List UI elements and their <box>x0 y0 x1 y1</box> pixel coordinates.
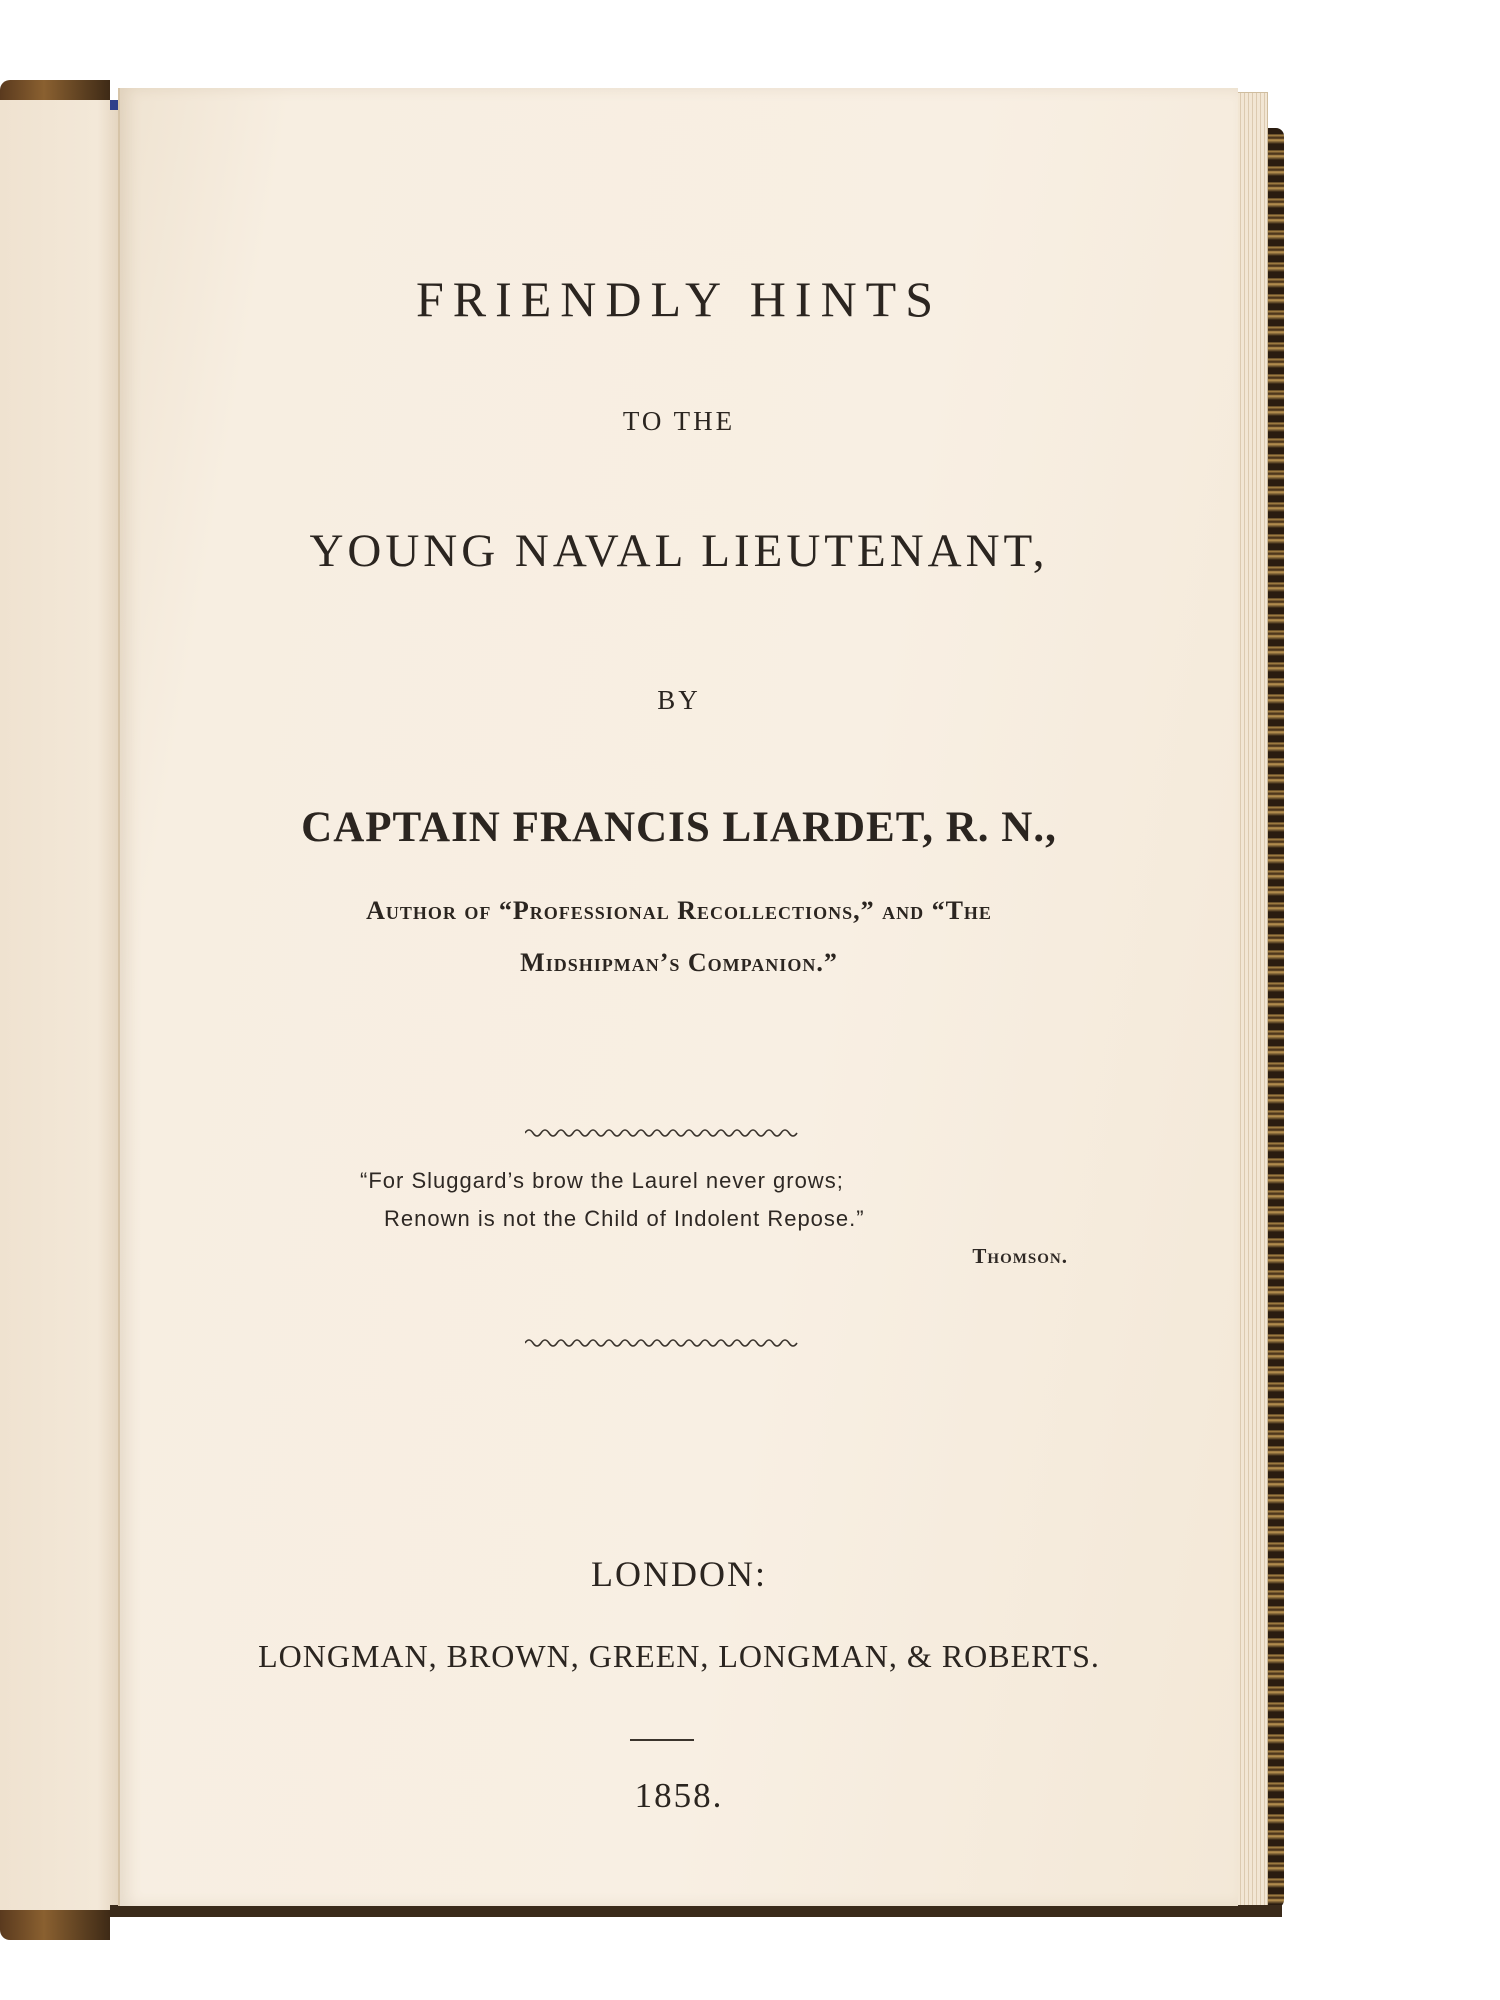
bottom-board-edge <box>110 1905 1282 1917</box>
author-name: CAPTAIN FRANCIS LIARDET, R. N., <box>301 804 1057 851</box>
imprint-publisher: LONGMAN, BROWN, GREEN, LONGMAN, & ROBERTS. <box>258 1638 1100 1674</box>
left-page <box>0 100 123 1910</box>
wavy-ornament-bottom <box>525 1336 800 1350</box>
author-credits-line-2: Midshipman’s Companion.” <box>520 948 838 977</box>
epigraph-attribution: Thomson. <box>972 1244 1068 1268</box>
book-subtitle: YOUNG NAVAL LIEUTENANT, <box>309 525 1049 577</box>
imprint-city: LONDON: <box>591 1554 767 1594</box>
book-title: FRIENDLY HINTS <box>415 271 943 327</box>
title-page <box>118 88 1238 1906</box>
author-credits-line-1: Author of “Professional Recollections,” and “The <box>366 896 992 925</box>
to-the-line: TO THE <box>622 406 736 436</box>
imprint-year: 1858. <box>634 1776 724 1815</box>
by-line: BY <box>657 685 701 715</box>
short-rule <box>630 1739 694 1741</box>
epigraph-line-2: Renown is not the Child of Indolent Repose.” <box>384 1206 865 1231</box>
epigraph-line-1: “For Sluggard’s brow the Laurel never grows; <box>360 1168 844 1193</box>
wavy-ornament-top <box>525 1126 800 1140</box>
